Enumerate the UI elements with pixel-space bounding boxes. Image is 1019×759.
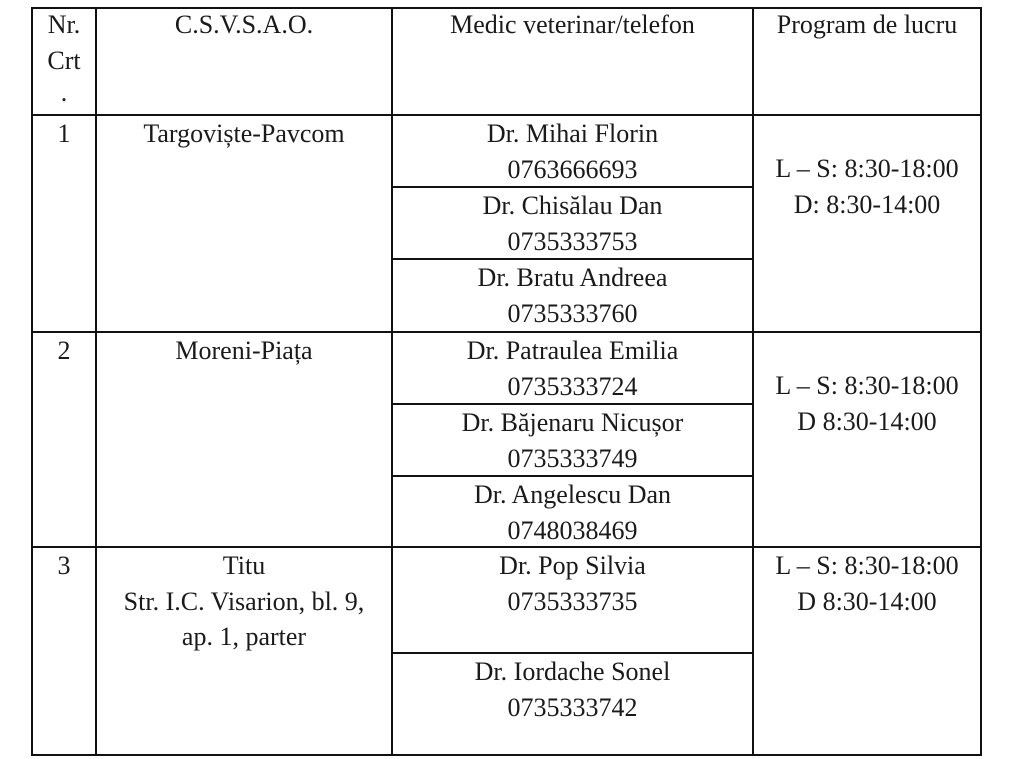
row-nr-value: 3: [57, 551, 71, 580]
center-address: ap. 1, parter: [181, 622, 307, 651]
row-nr-value: 1: [57, 119, 71, 148]
row-nr: [33, 116, 95, 152]
vet-name: Dr. Patraulea Emilia: [466, 336, 679, 365]
vet-name: Dr. Mihai Florin: [486, 119, 659, 148]
vet-cell: [393, 477, 752, 548]
header-program: [754, 7, 980, 43]
vet-cell: [393, 405, 752, 476]
header-program-label: Program de lucru: [776, 10, 958, 39]
header-center: [97, 7, 391, 43]
program-weekdays: L – S: 8:30-18:00: [775, 551, 959, 580]
program-cell: [754, 548, 980, 619]
program-sunday: D 8:30-14:00: [797, 586, 937, 616]
vet-phone: 0735333760: [507, 298, 638, 328]
vet-name: Dr. Băjenaru Nicușor: [461, 408, 684, 437]
row-center: [97, 333, 391, 369]
table-border-right: [980, 7, 982, 756]
vet-cell: [393, 188, 752, 259]
header-vet-label: Medic veterinar/telefon: [450, 10, 695, 39]
vet-phone: 0735333753: [507, 226, 638, 256]
vet-name: Dr. Bratu Andreea: [477, 263, 668, 292]
vet-phone: 0763666693: [507, 154, 638, 184]
vet-cell: [393, 548, 752, 619]
center-address: Str. I.C. Visarion, bl. 9,: [123, 586, 365, 616]
program-sunday: D: 8:30-14:00: [793, 189, 941, 219]
vet-name: Dr. Chisălau Dan: [482, 191, 663, 220]
vet-cell: [393, 333, 752, 404]
table-border-bottom: [31, 754, 982, 756]
veterinary-schedule-table: [31, 7, 982, 756]
program-cell: [754, 368, 980, 439]
header-nr-line: .: [60, 78, 68, 107]
center-name: Moreni-Piața: [175, 336, 313, 365]
vet-phone: 0735333735: [507, 586, 638, 616]
vet-cell: [393, 654, 752, 725]
vet-cell: [393, 260, 752, 331]
vet-cell: [393, 116, 752, 187]
row-nr: [33, 548, 95, 584]
row-center: [97, 116, 391, 152]
program-weekdays: L – S: 8:30-18:00: [775, 371, 959, 400]
program-sunday: D 8:30-14:00: [797, 406, 937, 436]
program-weekdays: L – S: 8:30-18:00: [775, 154, 959, 183]
header-nr-line: Nr.: [47, 10, 81, 39]
vet-phone: 0735333749: [507, 443, 638, 473]
center-name: Titu: [222, 551, 266, 580]
program-cell: [754, 151, 980, 222]
header-center-label: C.S.V.S.A.O.: [174, 10, 314, 39]
header-nr-crt: [33, 7, 95, 108]
vet-name: Dr. Pop Silvia: [499, 551, 646, 580]
vet-phone: 0735333724: [507, 371, 638, 401]
vet-name: Dr. Angelescu Dan: [473, 480, 672, 509]
row-center: [97, 548, 391, 655]
vet-phone: 0735333742: [507, 692, 638, 722]
center-name: Targoviște-Pavcom: [143, 119, 345, 148]
vet-phone: 0748038469: [507, 515, 638, 545]
row-nr: [33, 333, 95, 369]
vet-name: Dr. Iordache Sonel: [474, 657, 671, 686]
header-vet-phone: [393, 7, 752, 43]
row-nr-value: 2: [57, 336, 71, 365]
header-nr-line: Crt: [47, 45, 81, 75]
